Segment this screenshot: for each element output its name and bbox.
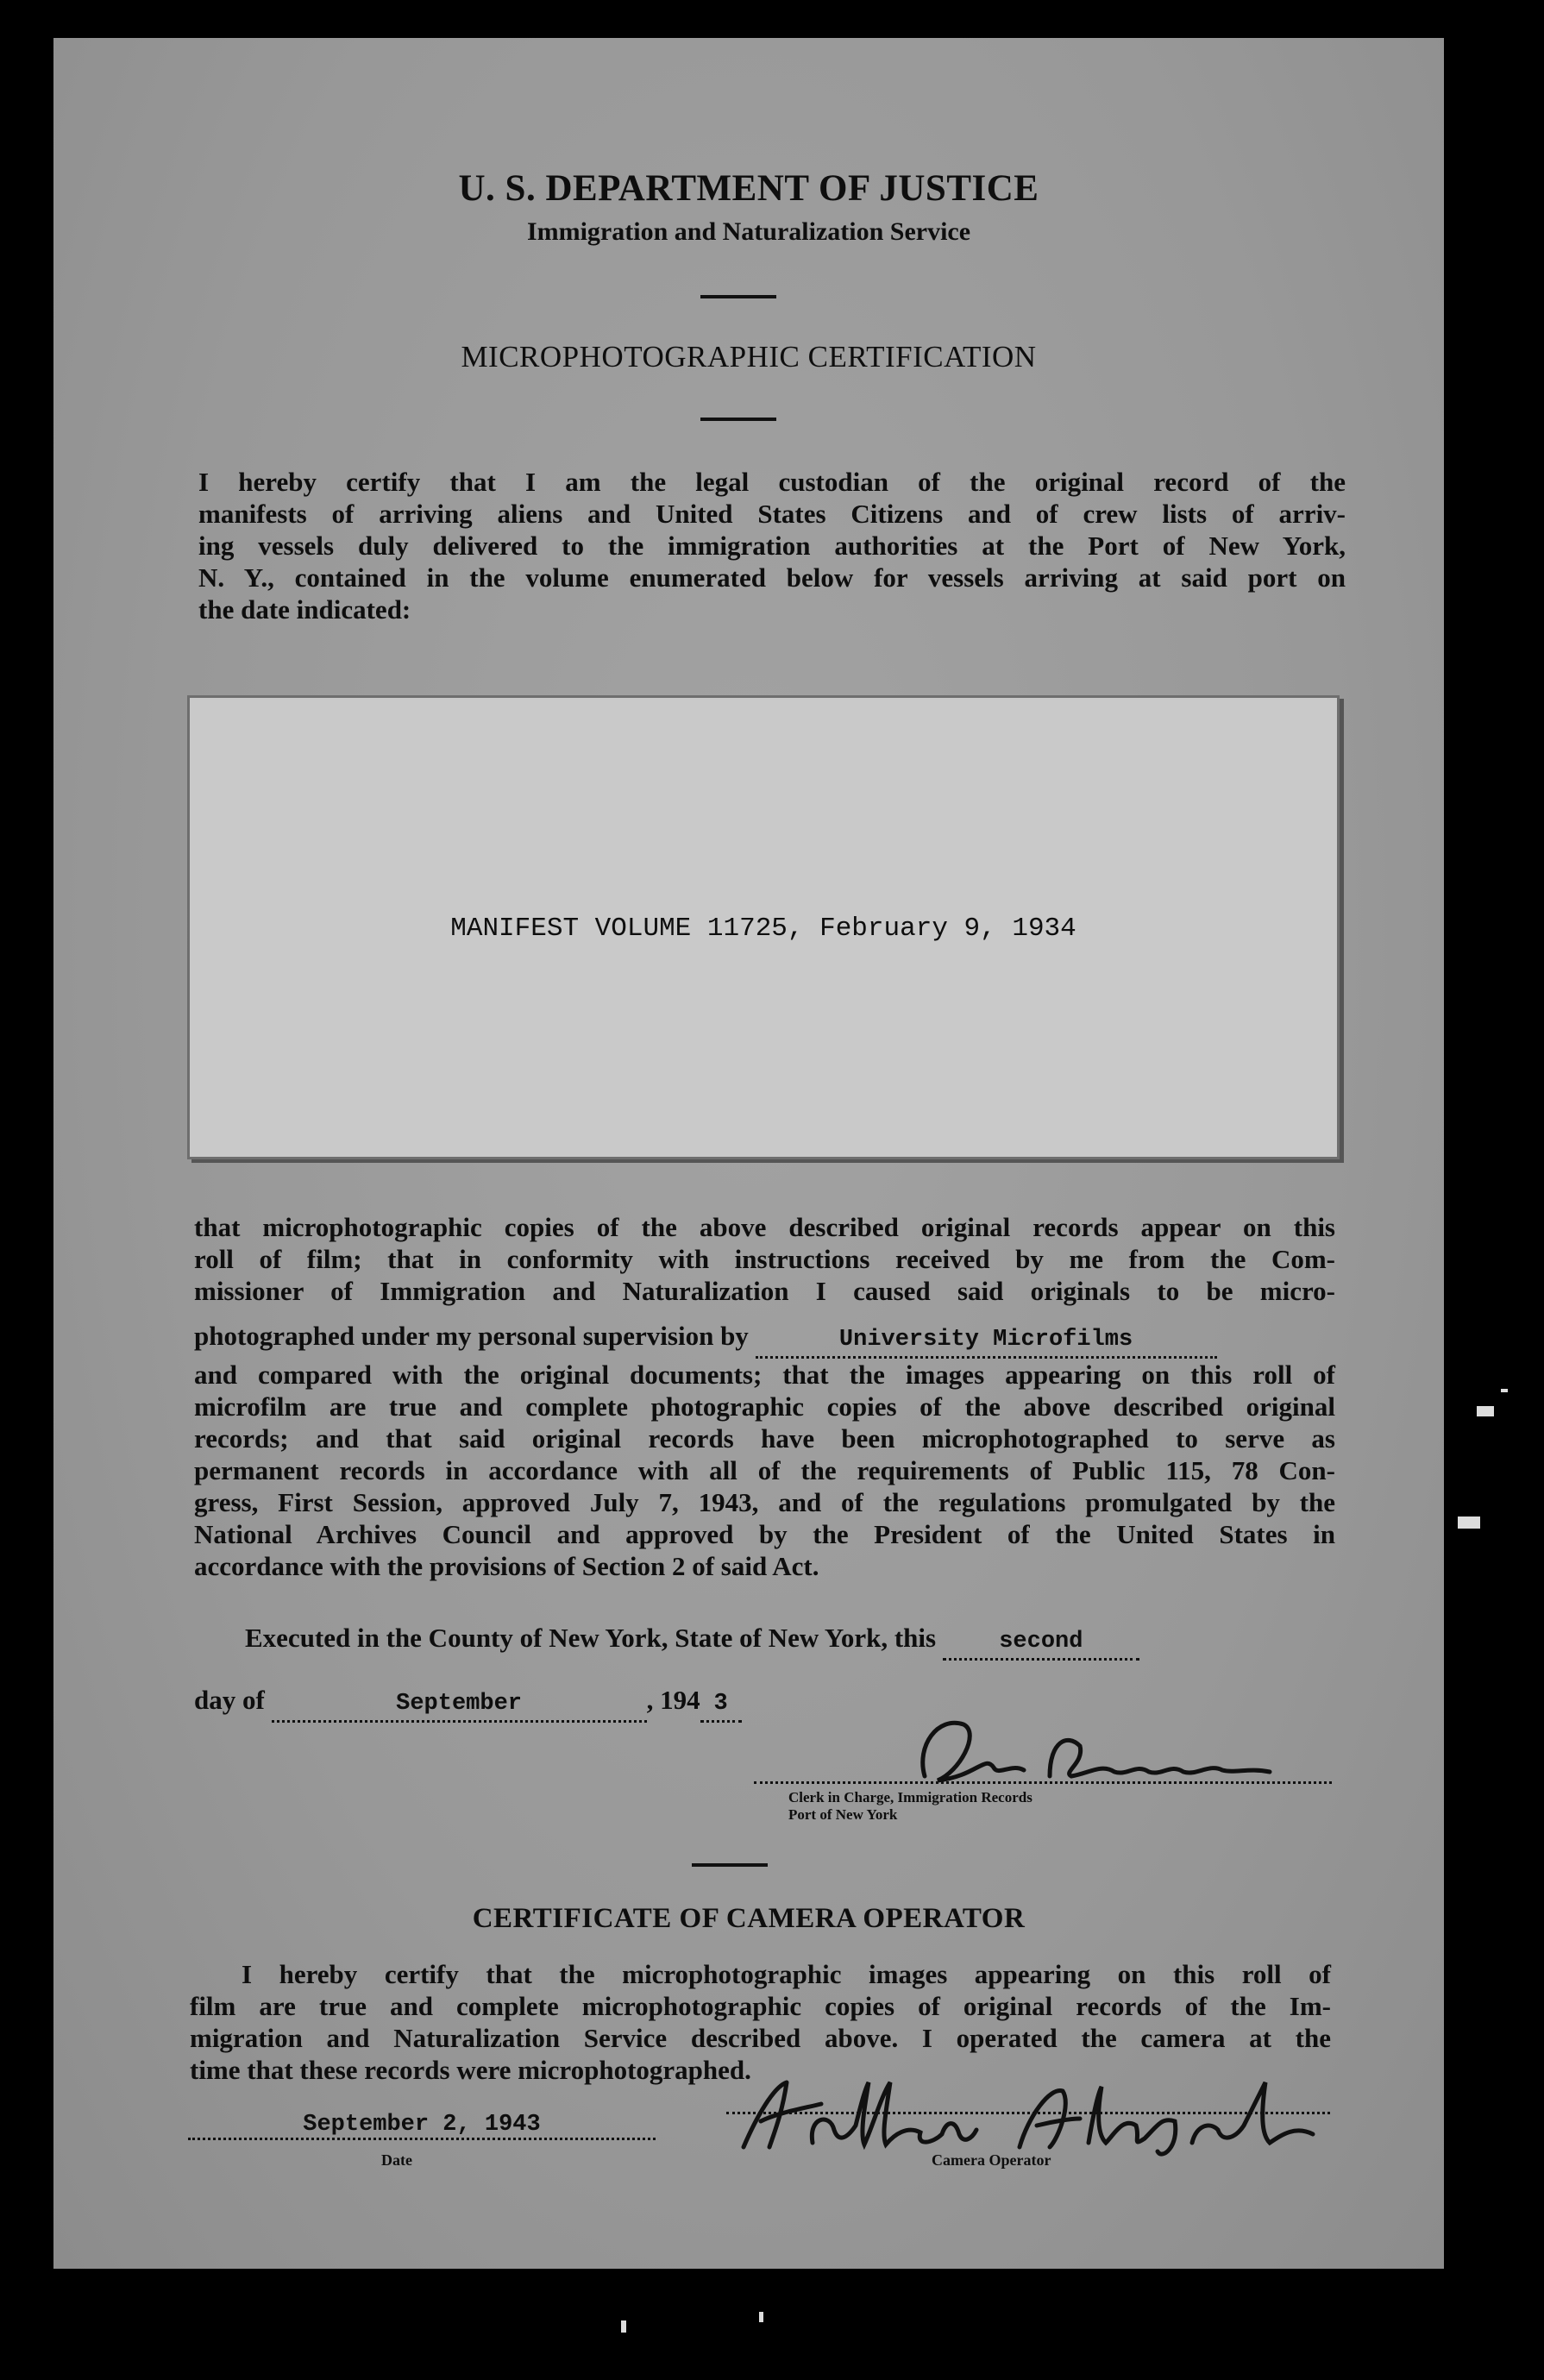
body-line: microfilm are true and complete photographic copies of the above described original (194, 1391, 1335, 1422)
year-field (700, 1684, 742, 1723)
body-line: accordance with the provisions of Section 2 of said Act. (194, 1551, 819, 1581)
film-speck (1477, 1406, 1494, 1416)
body-line: gress, First Session, approved July 7, 1943, and of the regulations promulgated by the (194, 1487, 1335, 1517)
film-speck (759, 2312, 763, 2322)
camera-date-value: September 2, 1943 (303, 2112, 541, 2138)
supervision-prefix: photographed under my personal supervision by (194, 1321, 749, 1351)
camera-line: I hereby certify that the microphotographic images appearing on this roll of (242, 1959, 1331, 1989)
camera-operator-label: Camera Operator (932, 2151, 1051, 2169)
camera-line: time that these records were microphotographed. (190, 2055, 751, 2085)
camera-operator-title: CERTIFICATE OF CAMERA OPERATOR (472, 1903, 1026, 1934)
day-of-label: day of (194, 1685, 265, 1715)
day-field (943, 1622, 1139, 1661)
divider-rule (700, 295, 776, 298)
intro-paragraph (198, 466, 1346, 625)
date-field (188, 2112, 656, 2140)
month-field (272, 1684, 647, 1723)
camera-line: migration and Naturalization Service described above. I operated the camera at the (190, 2023, 1331, 2053)
day-value: second (999, 1629, 1083, 1655)
date-line (194, 1684, 884, 1723)
camera-operator-signature-line (726, 2112, 1330, 2114)
clerk-title-line2: Port of New York (788, 1806, 898, 1823)
film-speck (621, 2320, 626, 2333)
certification-title: MICROPHOTOGRAPHIC CERTIFICATION (461, 340, 1037, 374)
camera-line: film are true and complete microphotographic copies of original records of the Im- (190, 1991, 1331, 2021)
body-paragraph-continued (194, 1359, 1335, 1582)
clerk-title (788, 1789, 1032, 1824)
body-line: records; and that said original records have been microphotographed to serve as (194, 1423, 1335, 1454)
body-line: permanent records in accordance with all of the requirements of Public 115, 78 Con- (194, 1455, 1335, 1485)
film-speck (1501, 1389, 1508, 1392)
intro-line: manifests of arriving aliens and United States Citizens and of crew lists of arriv- (198, 499, 1346, 529)
year-prefix: , 194 (646, 1685, 700, 1715)
clerk-signature-line (754, 1781, 1332, 1784)
body-line: that microphotographic copies of the above described original records appear on this (194, 1212, 1335, 1242)
divider-rule (692, 1863, 768, 1867)
service-subheading: Immigration and Naturalization Service (526, 217, 971, 246)
supervision-value: University Microfilms (838, 1327, 1133, 1353)
department-heading: U. S. DEPARTMENT OF JUSTICE (458, 168, 1039, 209)
intro-line: the date indicated: (198, 594, 411, 625)
film-speck (1458, 1517, 1480, 1529)
body-paragraph (194, 1211, 1335, 1307)
executed-line (245, 1622, 1340, 1661)
intro-line: I hereby certify that I am the legal custodian of the original record of the (198, 467, 1346, 497)
intro-line: N. Y., contained in the volume enumerated below for vessels arriving at said port on (198, 562, 1346, 593)
manifest-insert-card (187, 695, 1340, 1159)
certificate-page (53, 38, 1444, 2269)
executed-prefix: Executed in the County of New York, State of New York, this (245, 1623, 937, 1653)
supervision-field (756, 1320, 1217, 1359)
manifest-volume-text: MANIFEST VOLUME 11725, February 9, 1934 (450, 914, 1076, 944)
body-line: and compared with the original documents; that the images appearing on this roll of (194, 1360, 1335, 1390)
month-value: September (396, 1691, 522, 1717)
date-label: Date (381, 2151, 412, 2169)
body-line: National Archives Council and approved by the President of the United States in (194, 1519, 1335, 1549)
body-line: missioner of Immigration and Naturalization I caused said originals to be micro- (194, 1276, 1335, 1306)
supervision-line (194, 1320, 1335, 1359)
year-digit: 3 (713, 1691, 728, 1717)
clerk-title-line1: Clerk in Charge, Immigration Records (788, 1789, 1032, 1805)
intro-line: ing vessels duly delivered to the immigration authorities at the Port of New York, (198, 531, 1346, 561)
divider-rule (700, 418, 776, 421)
body-line: roll of film; that in conformity with instructions received by me from the Com- (194, 1244, 1335, 1274)
